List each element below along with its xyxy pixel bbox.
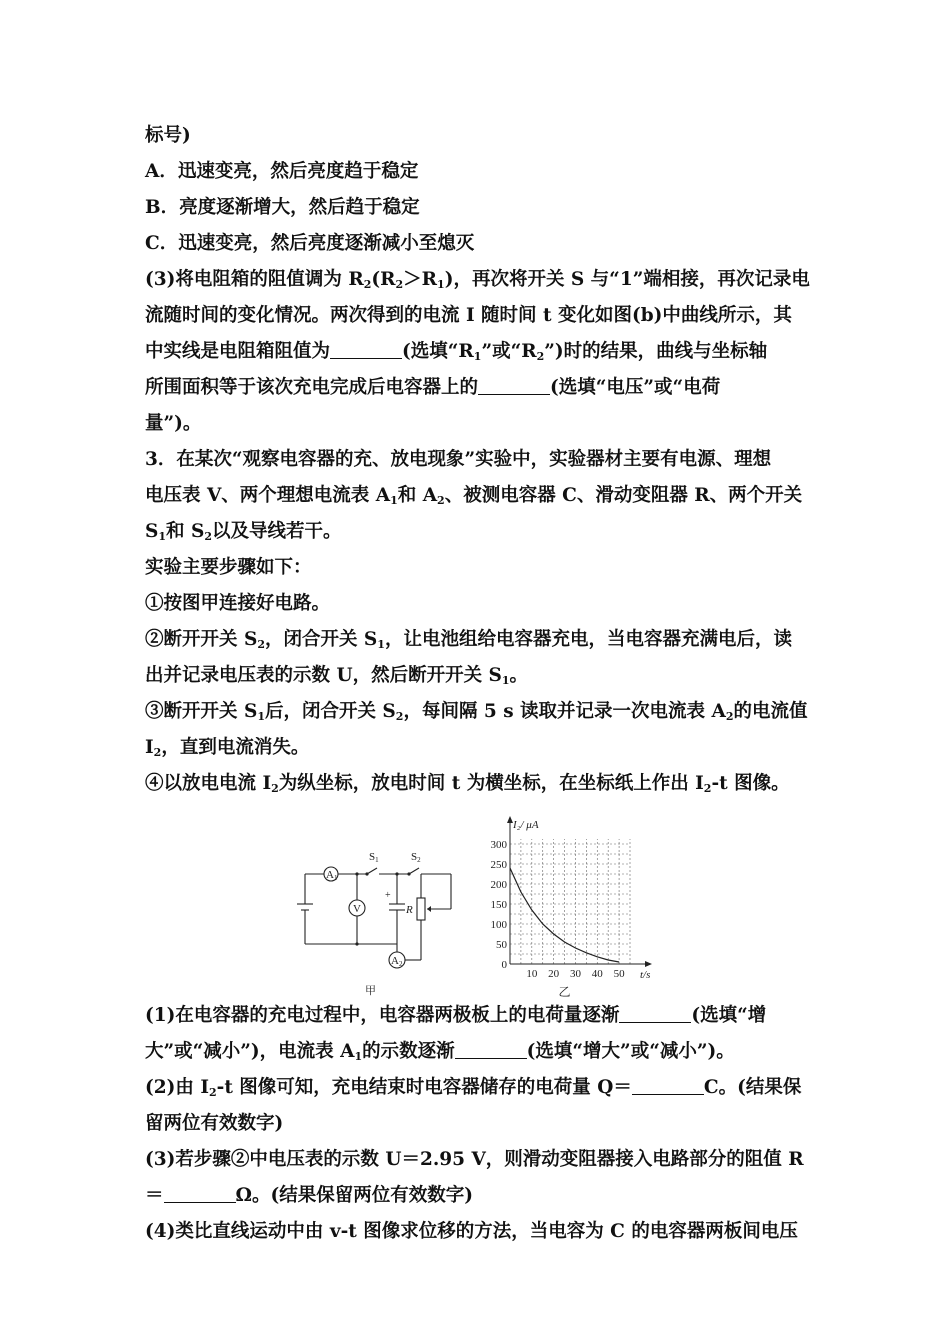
- x-tick-label: 40: [591, 968, 603, 980]
- answer-blank[interactable]: [632, 1074, 704, 1095]
- discharge-current-chart: [475, 808, 665, 998]
- y-tick-label: 250: [490, 859, 507, 871]
- y-tick-label: 150: [490, 899, 507, 911]
- answer-blank[interactable]: [330, 338, 402, 359]
- answer-blank[interactable]: [455, 1038, 527, 1059]
- step-4: ④以放电电流 $I_2$为纵坐标，放电时间 t 为横坐标，在坐标纸上作出 $I_2-t$ 图像。: [145, 773, 790, 795]
- circuit-diagram: [293, 848, 463, 998]
- question-3-line2: 电压表 V、两个理想电流表 $A_1$和 $A_2$、被测电容器 C、滑动变阻器 R、两个开关: [145, 485, 803, 507]
- figure-row: [145, 808, 810, 998]
- chart-caption: 乙: [558, 985, 571, 998]
- part-1-line1: (1)在电容器的充电过程中，电容器两极板上的电荷量逐渐 (选填“增: [145, 998, 810, 1034]
- step-3-line2: $I_2$，直到电流消失。: [145, 737, 310, 759]
- step-3: ③断开开关 $S_1$后，闭合开关 $S_2$，每间隔 5 s 读取并记录一次电流表 $A_2$的电流值: [145, 701, 808, 723]
- part-3-line1: (3)若步骤②中电压表的示数 U＝2.95 V，则滑动变阻器接入电路部分的阻值 R: [145, 1149, 804, 1170]
- part-1-line2: 大”或“减小”)，电流表 $A_1$的示数逐渐 (选填“增大”或“减小”)。: [145, 1034, 810, 1070]
- x-axis-arrow: [645, 961, 652, 967]
- part-2-line2: 留两位有效数字): [145, 1113, 284, 1134]
- step-2: ②断开开关 $S_2$，闭合开关 $S_1$，让电池组给电容器充电，当电容器充满电后，读: [145, 629, 792, 651]
- document-page: [145, 118, 810, 1250]
- text-line: 标号): [145, 125, 191, 146]
- x-tick-label: 20: [548, 968, 560, 980]
- q3-part3-line5: 量”)。: [145, 413, 202, 434]
- q3-part3-line1: (3)将电阻箱的阻值调为 $R_2(R_2>R_1)$，再次将开关 S 与“1”端相接，再次记录电: [145, 269, 810, 291]
- resistor-label: R: [406, 904, 413, 916]
- capacitor-plus: +: [385, 890, 391, 901]
- option-b: B．亮度逐渐增大，然后趋于稳定: [145, 197, 420, 218]
- question-3-line1: 3．在某次“观察电容器的充、放电现象”实验中，实验器材主要有电源、理想: [145, 449, 772, 470]
- voltmeter-label: V: [353, 903, 361, 915]
- steps-heading: 实验主要步骤如下：: [145, 557, 312, 578]
- x-axis-label: t/s: [640, 969, 651, 981]
- q3-part3-line3: 中实线是电阻箱阻值为 (选填“$R_1$”或“$R_2$”)时的结果，曲线与坐标轴: [145, 334, 810, 370]
- answer-blank[interactable]: [619, 1002, 691, 1023]
- y-axis-label: I₂/ μA: [513, 819, 539, 831]
- y-tick-label: 100: [490, 919, 507, 931]
- y-tick-label: 300: [490, 839, 507, 851]
- switch-s1-label: S1: [369, 851, 379, 864]
- part-2-line1: (2)由 $I_2-t$ 图像可知，充电结束时电容器储存的电荷量 Q＝ C。(结果保: [145, 1070, 810, 1106]
- ammeter-a1-label: A1: [326, 869, 338, 882]
- step-2-line2: 出并记录电压表的示数 U，然后断开开关 $S_1$。: [145, 665, 529, 687]
- answer-blank[interactable]: [164, 1182, 236, 1203]
- option-c: C．迅速变亮，然后亮度逐渐减小至熄灭: [145, 233, 475, 254]
- q3-part3-line4: 所围面积等于该次充电完成后电容器上的 (选填“电压”或“电荷: [145, 370, 810, 406]
- circuit-caption: 甲: [365, 985, 376, 997]
- y-tick-label: 200: [490, 879, 507, 891]
- x-tick-label: 50: [613, 968, 625, 980]
- x-tick-label: 10: [526, 968, 538, 980]
- part-4-line1: (4)类比直线运动中由 v-t 图像求位移的方法，当电容为 C 的电容器两板间电压: [145, 1221, 798, 1242]
- x-tick-label: 30: [569, 968, 581, 980]
- switch-s2-label: S2: [411, 851, 421, 864]
- q3-part3-line2: 流随时间的变化情况。两次得到的电流 I 随时间 t 变化如图(b)中曲线所示，其: [145, 305, 792, 326]
- y-tick-label: 0: [501, 959, 507, 971]
- option-a: A．迅速变亮，然后亮度趋于稳定: [145, 161, 419, 182]
- step-1: ①按图甲连接好电路。: [145, 593, 331, 614]
- y-tick-label: 50: [496, 939, 507, 951]
- part-3-line2: ＝ Ω。(结果保留两位有效数字): [145, 1178, 810, 1214]
- ammeter-a2-label: A2: [391, 955, 403, 968]
- answer-blank[interactable]: [478, 374, 550, 395]
- question-3-line3: $S_1$和 $S_2$以及导线若干。: [145, 521, 342, 543]
